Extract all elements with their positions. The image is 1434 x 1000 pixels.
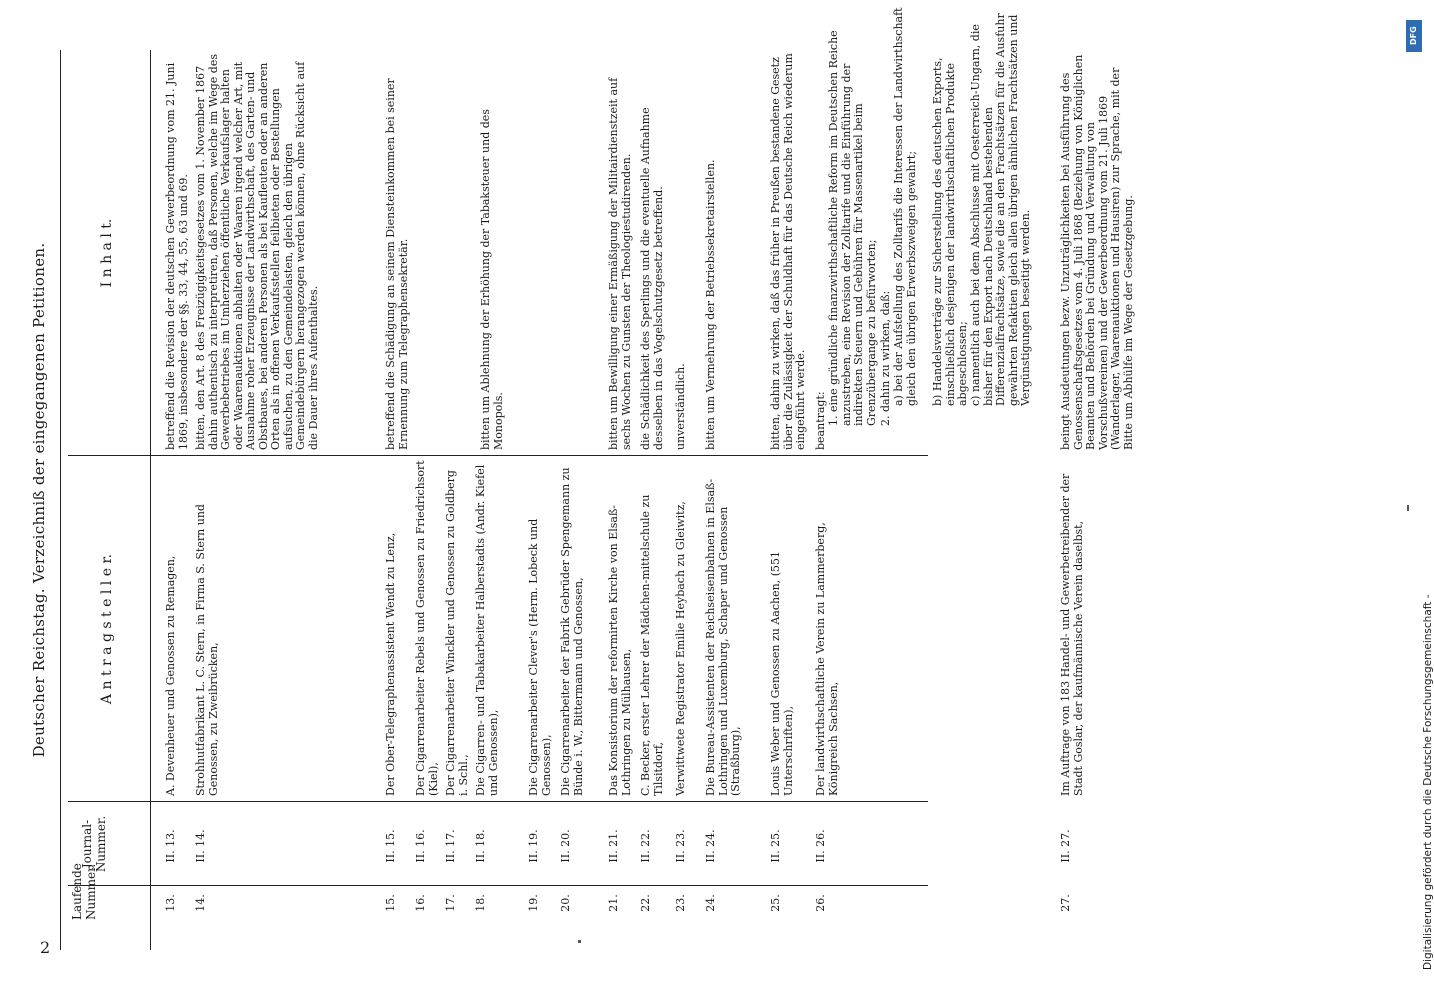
row-journal: II. 18. bbox=[474, 829, 487, 863]
row-antragsteller: Der Cigarrenarbeiter Rebels und Genossen zu Friedrichsort (Kiel), bbox=[414, 460, 440, 796]
row-antragsteller: Der Cigarrenarbeiter Winckler und Genossen zu Goldberg i. Schl., bbox=[444, 470, 470, 796]
row-lfd: 15. bbox=[384, 894, 397, 912]
row-lfd: 17. bbox=[444, 894, 457, 912]
row-lfd: 16. bbox=[414, 894, 427, 912]
row-lfd: 13. bbox=[164, 894, 177, 912]
row-inhalt: bitten um Bewilligung einer Ermäßigung der Militairdienstzeit auf sechs Wochen zu Gunsten der Theologiestudirenden. bbox=[607, 77, 633, 450]
row-antragsteller: Strohhutfabrikant L. C. Stern, in Firma S. Stern und Genossen, zu Zweibrücken, bbox=[194, 504, 220, 796]
rule-top bbox=[60, 50, 61, 950]
row-antragsteller: Die Bureau-Assistenten der Reichseisenbahnen in Elsaß-Lothringen und Luxemburg, Schaper und Genossen (Straßburg), bbox=[704, 478, 742, 796]
dfg-logo-badge: DFG bbox=[1406, 20, 1422, 52]
header-inhalt: I n h a l t. bbox=[99, 218, 115, 288]
petition-item: c) namentlich auch bei dem Abschlusse mit Oesterreich-Ungarn, die bisher für den Export nach Deutschland bestehenden Differenzialfrachtsätze, sowie die an den Frachtsätzen für die Ausfuhr gewährten Refaktien gleich allen übrigen ähnlichen Frachtsätzen und Vergünstigungen beseitigt werden. bbox=[969, 13, 1032, 406]
row-journal: II. 24. bbox=[704, 829, 717, 863]
row-journal: II. 21. bbox=[607, 829, 620, 863]
row-lfd: 18. bbox=[474, 894, 487, 912]
row-lfd: 19. bbox=[527, 894, 540, 912]
row-journal: II. 13. bbox=[164, 829, 177, 863]
row-inhalt: bitten, dahin zu wirken, daß das früher in Preußen bestandene Gesetz über die Zulässigkeit der Schuldhaft für das Deutsche Reich wiederum eingeführt werde. bbox=[769, 53, 807, 450]
row-lfd: 27. bbox=[1059, 894, 1072, 912]
row-antragsteller: Der landwirthschaftliche Verein zu Lammerberg, Königreich Sachsen, bbox=[814, 522, 840, 796]
row-inhalt: die Schädlichkeit des Sperlings und die eventuelle Aufnahme desselben in das Vogelschutzgesetz betreffend. bbox=[639, 107, 665, 450]
row-journal: II. 25. bbox=[769, 829, 782, 863]
row-inhalt: beantragt: bbox=[814, 391, 827, 450]
row-journal: II. 17. bbox=[444, 829, 457, 863]
rotated-page bbox=[0, 7, 1300, 950]
row-journal: II. 23. bbox=[674, 829, 687, 863]
row-antragsteller: Das Konsistorium der reformirten Kirche von Elsaß-Lothringen zu Mülhausen, bbox=[607, 504, 633, 796]
scan-speck bbox=[578, 940, 581, 943]
row-journal: II. 19. bbox=[527, 829, 540, 863]
row-antragsteller: Louis Weber und Genossen zu Aachen, (551 Unterschriften), bbox=[769, 551, 795, 796]
page-heading: Deutscher Reichstag. Verzeichniß der eingegangenen Petitionen. bbox=[30, 242, 48, 758]
row-lfd: 22. bbox=[639, 894, 652, 912]
header-laufende: Laufende Nummer. bbox=[70, 863, 98, 920]
row-inhalt: betreffend die Schädigung an seinem Diensteinkommen bei seiner Ernennung zum Telegraphensekretär. bbox=[384, 78, 410, 450]
col-divider bbox=[68, 455, 928, 456]
row-lfd: 26. bbox=[814, 894, 827, 912]
row-antragsteller: Verwittwete Registrator Emilie Heybach zu Gleiwitz, bbox=[674, 501, 687, 796]
row-journal: II. 14. bbox=[194, 829, 207, 863]
row-lfd: 25. bbox=[769, 894, 782, 912]
row-journal: II. 20. bbox=[559, 829, 572, 863]
page-number: 2 bbox=[40, 938, 51, 957]
rule-header bbox=[150, 50, 151, 950]
row-inhalt: bitten um Ablehnung der Erhöhung der Tabaksteuer und des Monopols. bbox=[479, 109, 505, 450]
row-inhalt: beingt Ausdeutungen bezw. Unzuträglichkeiten bei Ausführung des Genossenschaftsgesetzes vom 4. Juli 1868 (Beziehung von Königlichen Beamten und Behörden bei Gründung und Verwaltung von Vorschußvereinen) und der Gewerbeordnung vom 21. Juli 1869 (Wanderlager, Waarenauktionen und Hausiren) zur Sprache, mit der Bitte um Abhülfe im Wege der Gesetzgebung. bbox=[1059, 54, 1135, 450]
row-lfd: 24. bbox=[704, 894, 717, 912]
row-antragsteller: Die Cigarrenarbeiter Clever's (Herm. Lobeck und Genossen), bbox=[527, 518, 553, 796]
row-antragsteller: Der Ober-Telegraphenassistent Wendt zu Lenz, bbox=[384, 532, 397, 796]
row-journal: II. 15. bbox=[384, 829, 397, 863]
dfg-sidebar bbox=[1402, 20, 1434, 980]
petition-item: 2. dahin zu wirken, daß: bbox=[879, 290, 892, 426]
row-inhalt: bitten um Vermehrung der Betriebssekretairstellen. bbox=[704, 159, 717, 450]
scan-speck bbox=[1407, 505, 1409, 511]
header-journal: Journal-Nummer. bbox=[80, 815, 108, 873]
row-lfd: 23. bbox=[674, 894, 687, 912]
row-antragsteller: A. Devenheuer und Genossen zu Remagen, bbox=[164, 555, 177, 796]
dfg-note: Digitalisierung gefördert durch die Deutsche Forschungsgemeinschaft - bbox=[1422, 594, 1434, 970]
col-divider bbox=[68, 801, 928, 802]
row-journal: II. 16. bbox=[414, 829, 427, 863]
row-journal: II. 22. bbox=[639, 829, 652, 863]
row-inhalt: bitten, den Art. 8 des Freizügigkeitsgesetzes vom 1. November 1867 dahin authentisch zu interpretiren, daß Personen, welche im Wege des Gewerbebetriebes im Umherziehen öffentliche Verkaufslager halten oder Waarenauktionen abhalten oder Waaren irgend welcher Art, mit Ausnahme roher Erzeugnisse der Landwirthschaft, des Garten- und Obstbaues, bei anderen Personen als bei Kaufleuten oder an anderen Orten als in offenen Verkaufsstellen feilbieten oder Bestellungen aufsuchen, zu den Gemeindelasten, gleich den übrigen Gemeindebürgern herangezogen werden können, ohne Rücksicht auf die Dauer ihres Aufenthaltes. bbox=[194, 54, 320, 450]
header-antragsteller: A n t r a g s t e l l e r. bbox=[99, 553, 115, 705]
row-lfd: 20. bbox=[559, 894, 572, 912]
row-antragsteller: Die Cigarrenarbeiter der Fabrik Gebrüder Spengemann zu Bünde i. W., Bittermann und Genossen, bbox=[559, 467, 585, 796]
petition-item: a) bei der Aufstellung des Zolltarifs die Interessen der Landwirthschaft gleich den übrigen Erwerbszweigen gewahrt; bbox=[892, 7, 918, 406]
row-inhalt: unverständlich. bbox=[674, 363, 687, 450]
row-inhalt: betreffend die Revision der deutschen Gewerbeordnung vom 21. Juni 1869, insbesondere der §§. 33, 44, 55, 63 und 69. bbox=[164, 62, 190, 450]
petition-item: 1. eine gründliche finanzwirthschaftliche Reform im Deutschen Reiche anzustreben, eine Revision der Zolltarife und die Einführung der indirekten Steuern und Gebühren für Massenartikel beim Grenzübergange zu befürworten; bbox=[827, 30, 878, 426]
row-lfd: 21. bbox=[607, 894, 620, 912]
row-journal: II. 26. bbox=[814, 829, 827, 863]
petition-item: b) Handelsverträge zur Sicherstellung des deutschen Exports, einschließlich desjenigen der landwirthschaftlichen Produkte abgeschlossen; bbox=[931, 57, 969, 406]
row-lfd: 14. bbox=[194, 894, 207, 912]
row-antragsteller: Im Auftrage von 183 Handel- und Gewerbetreibender der Stadt Goslar, der kaufmännische Verein daselbst, bbox=[1059, 473, 1085, 796]
row-antragsteller: Die Cigarren- und Tabakarbeiter Halberstadts (Andr. Kiefel und Genossen), bbox=[474, 464, 500, 796]
row-antragsteller: C. Becker, erster Lehrer der Mädchen-mittelschule zu Tilsitdorf, bbox=[639, 494, 665, 796]
row-journal: II. 27. bbox=[1059, 829, 1072, 863]
